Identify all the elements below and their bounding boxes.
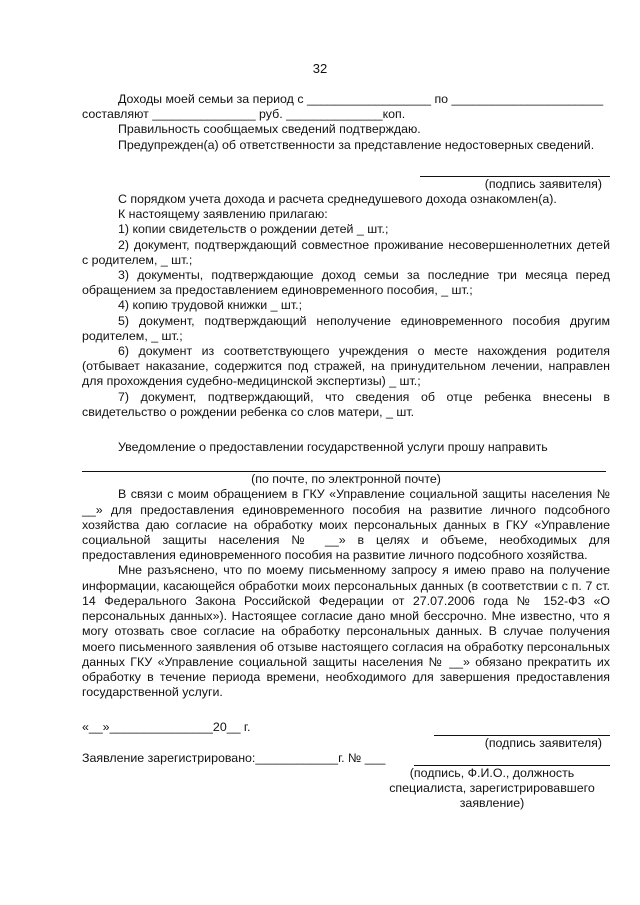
specialist-caption-line-3: заявление) bbox=[459, 796, 525, 811]
applicant-signature-caption-2: (подпись заявителя) bbox=[484, 735, 602, 750]
registration-row bbox=[82, 751, 610, 766]
notification-method-line bbox=[82, 459, 606, 472]
income-amount-line: составляют _______________ руб. ______________коп. bbox=[82, 107, 406, 122]
date-line: «__»_______________20__ г. bbox=[82, 720, 251, 735]
warned-paragraph: Предупрежден(а) об ответственности за представление недостоверных сведений. bbox=[118, 137, 595, 152]
attachment-item-5: 5) документ, подтверждающий неполучение единовременного пособия другим родителем, _ шт.; bbox=[82, 313, 610, 343]
specialist-caption-line-2: специалиста, зарегистрировавшего bbox=[389, 781, 595, 796]
attachment-item-1: 1) копии свидетельств о рождении детей _ шт.; bbox=[118, 222, 389, 237]
page-number: 32 bbox=[312, 61, 328, 76]
specialist-caption-line-1: (подпись, Ф.И.О., должность bbox=[409, 765, 575, 780]
confirm-paragraph: Правильность сообщаемых сведений подтверждаю. bbox=[118, 122, 421, 137]
applicant-signature-line-1 bbox=[420, 163, 610, 177]
notification-method-caption: (по почте, по электронной почте) bbox=[251, 472, 441, 487]
notification-paragraph: Уведомление о предоставлении государственной услуги прошу направить bbox=[118, 440, 548, 455]
applicant-signature-caption-1: (подпись заявителя) bbox=[484, 176, 602, 191]
applicant-signature-line-2 bbox=[434, 723, 610, 736]
specialist-signature-line bbox=[414, 753, 610, 766]
consent-paragraph-1: В связи с моим обращением в ГКУ «Управление социальной защиты населения № __» для предоставления единовременного пособия на развитие личного подсобного хозяйства даю согласие на обработку моих персональных данных в ГКУ «Управление социальной защиты населения № __» в целях и объеме, необходимых для предоставления единовременного пособия на развитие личного подсобного хозяйства. bbox=[82, 487, 610, 563]
attachment-item-4: 4) копию трудовой книжки _ шт.; bbox=[118, 298, 303, 313]
date-signature-row bbox=[82, 720, 610, 735]
income-period-line: Доходы моей семьи за период с __________________ по ______________________ bbox=[118, 92, 604, 106]
attachment-item-2: 2) документ, подтверждающий совместное проживание несовершеннолетних детей с родителем, _ шт.; bbox=[82, 237, 610, 267]
attachment-item-7: 7) документ, подтверждающий, что сведения об отце ребенка внесены в свидетельство о рождении ребенка со слов матери, _ шт. bbox=[82, 389, 610, 419]
attachment-item-6: 6) документ из соответствующего учреждения о месте нахождения родителя (отбывает наказание, содержится под стражей, на принудительном лечении, направлен для прохождения судебно-медицинской экспертизы) _ шт.; bbox=[82, 344, 610, 389]
specialist-caption bbox=[374, 766, 610, 812]
consent-paragraph-2: Мне разъяснено, что по моему письменному запросу я имею право на получение информации, касающейся обработки моих персональных данных (в соответствии с п. 7 ст. 14 Федерального Закона Российской Федерации от 27.07.2006 года № 152-ФЗ «О персональных данных»). Настоящее согласие дано мной бессрочно. Мне известно, что я могу отозвать свое согласие на обработку персональных данных. В случае получения моего письменного заявления об отзыве настоящего согласия на обработку персональных данных ГКУ «Управление социальной защиты населения № __» обязано прекратить их обработку в течение периода времени, необходимого для завершения предоставления государственной услуги. bbox=[82, 563, 610, 700]
attachments-intro: К настоящему заявлению прилагаю: bbox=[118, 207, 328, 222]
attachment-item-3: 3) документы, подтверждающие доход семьи за последние три месяца перед обращением за предоставлением единовременного пособия, _ шт.; bbox=[82, 268, 610, 298]
familiar-paragraph: С порядком учета дохода и расчета среднедушевого дохода ознакомлен(а). bbox=[118, 192, 557, 207]
registration-line: Заявление зарегистрировано:____________г. № ___ bbox=[82, 750, 386, 765]
